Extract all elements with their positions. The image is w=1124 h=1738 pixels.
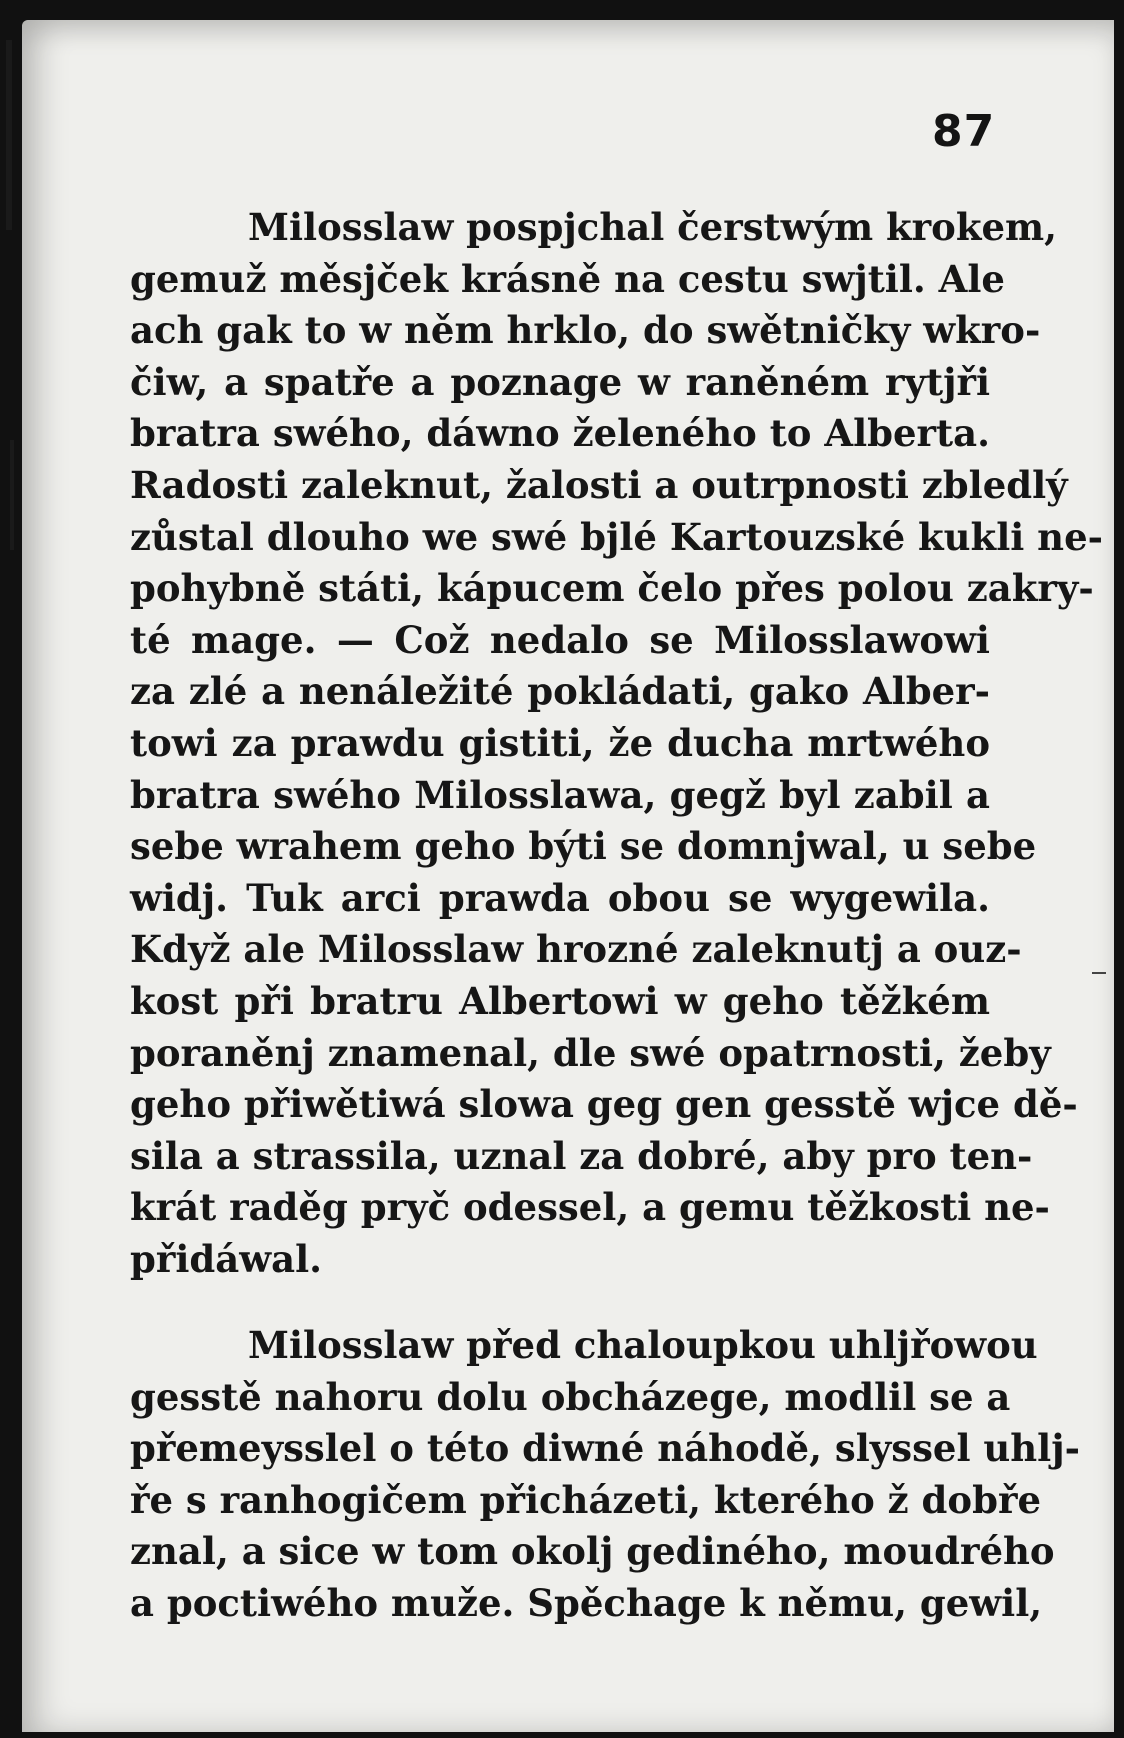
text-line: Milosslaw pospjchal čerstwým krokem,	[248, 205, 1058, 249]
text-line: bratra swého, dáwno želeného to Alberta.	[130, 411, 990, 456]
text-line: krát raděg pryč odessel, a gemu těžkosti ne-	[130, 1185, 1050, 1230]
paragraph-2	[130, 1320, 1080, 1630]
margin-dash	[1092, 972, 1106, 974]
text-line: kost při bratru Albertowi w geho těžkém	[130, 978, 990, 1023]
text-line: Když ale Milosslaw hrozné zaleknutj a ouz-	[130, 927, 1022, 972]
text-line: přemeysslel o této diwné náhodě, slyssel uhlj-	[130, 1426, 1080, 1471]
page-number: 87	[932, 106, 996, 157]
text-line: zůstal dlouho we swé bjlé Kartouzské kukli ne-	[130, 514, 1103, 559]
paragraph-1	[130, 202, 1103, 1285]
binding-edge	[10, 440, 14, 550]
text-line: přidáwal.	[130, 1236, 323, 1281]
text-line: towi za prawdu gistiti, že ducha mrtwého	[130, 720, 990, 765]
text-line: ře s ranhogičem přicházeti, kterého ž dobře	[130, 1477, 1041, 1522]
text-line: za zlé a nenáležité pokládati, gako Alber-	[130, 669, 990, 714]
text-line: poraněnj znamenal, dle swé opatrnosti, žeby	[130, 1030, 1051, 1075]
text-line: gesstě nahoru dolu obcházege, modlil se a	[130, 1374, 1011, 1419]
text-line: ach gak to w něm hrklo, do swětničky wkro-	[130, 308, 1041, 353]
text-line: sila a strassila, uznal za dobré, aby pro ten-	[130, 1133, 1033, 1178]
text-line: znal, a sice w tom okolj gediného, moudrého	[130, 1529, 1055, 1574]
text-line: té mage. — Což nedalo se Milosslawowi	[130, 617, 990, 662]
text-line: geho přiwětiwá slowa geg gen gesstě wjce dě-	[130, 1082, 1078, 1127]
text-line: sebe wrahem geho býti se domnjwal, u sebe	[130, 824, 1037, 869]
binding-edge	[6, 40, 12, 230]
text-line: gemuž měsjček krásně na cestu swjtil. Ale	[130, 256, 1005, 301]
text-line: pohybně státi, kápucem čelo přes polou zakry-	[130, 566, 1094, 611]
book-page	[22, 20, 1114, 1732]
text-line: Radosti zaleknut, žalosti a outrpnosti zbledlý	[130, 462, 1068, 507]
text-line: widj. Tuk arci prawda obou se wygewila.	[130, 875, 990, 920]
text-line: Milosslaw před chaloupkou uhljřowou	[248, 1323, 1038, 1367]
text-line: a poctiwého muže. Spěchage k němu, gewil,	[130, 1580, 1043, 1625]
text-line: bratra swého Milosslawa, gegž byl zabil a	[130, 772, 990, 817]
text-line: čiw, a spatře a poznage w raněném rytjři	[130, 359, 990, 404]
